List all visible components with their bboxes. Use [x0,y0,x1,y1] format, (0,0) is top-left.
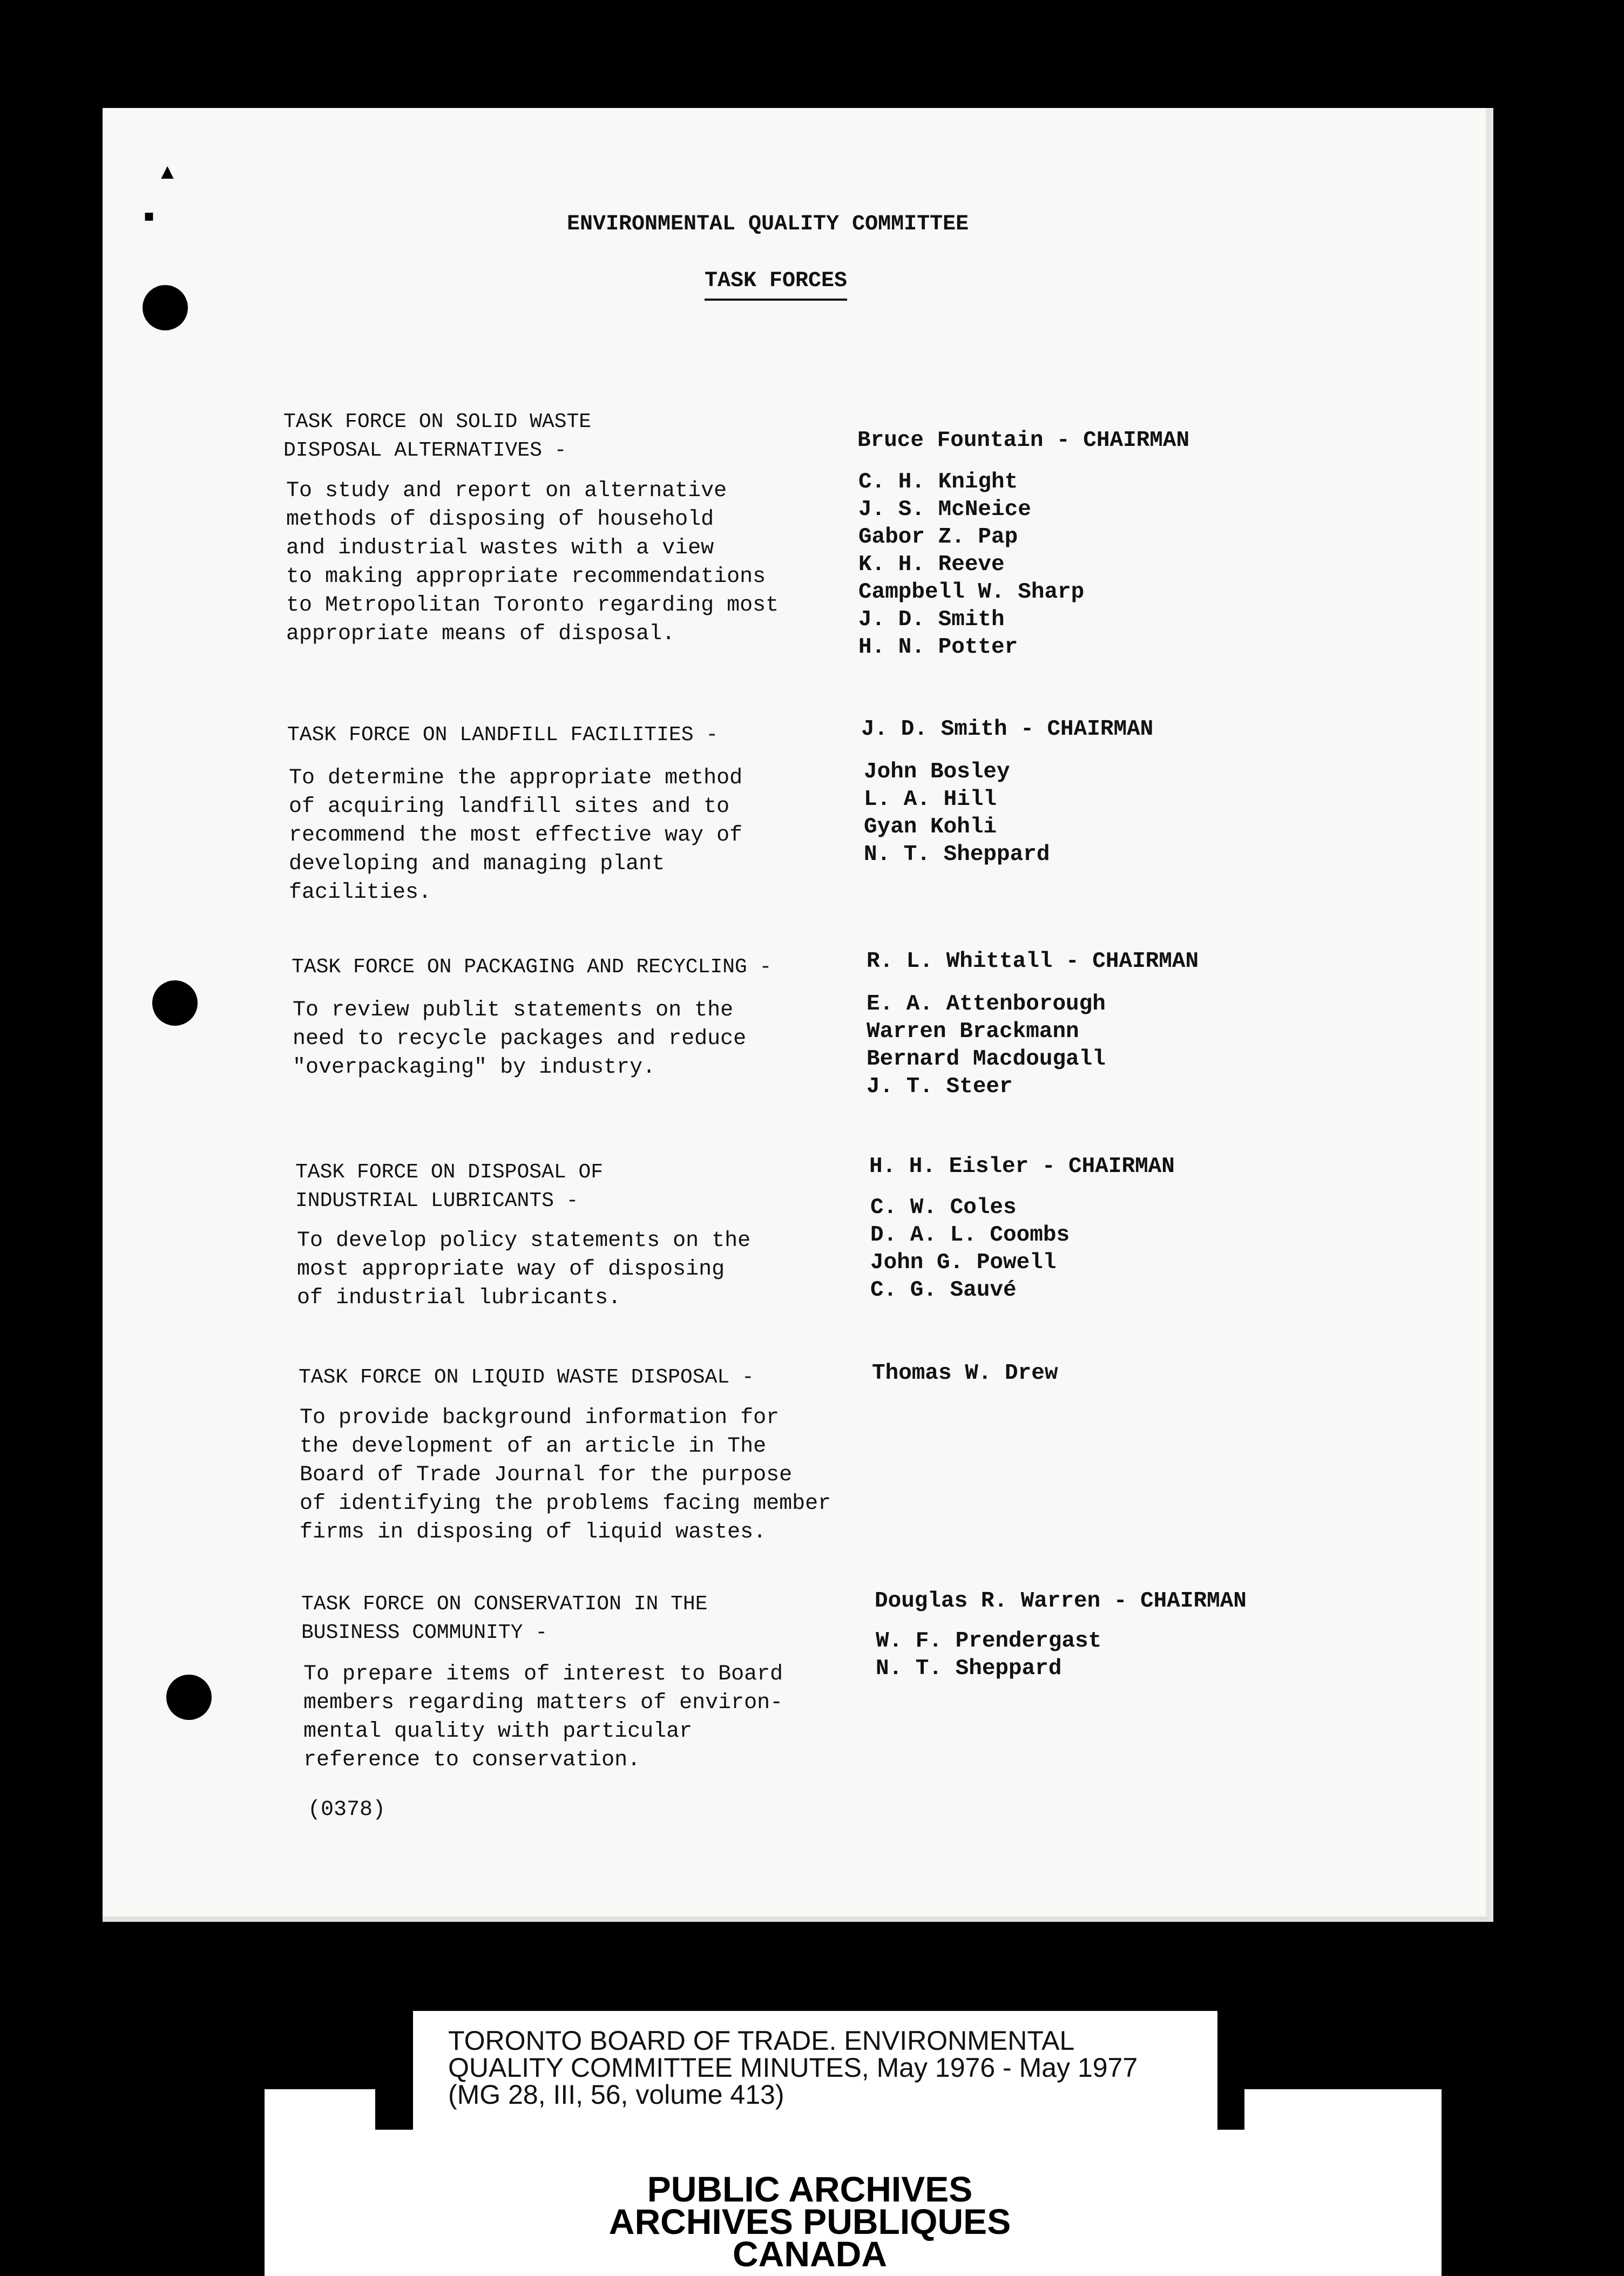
task-force-description: To study and report on alternative methods of disposing of household and industrial wastes with a view to making appropriate recommendations to Metropolitan Toronto regarding most appropriate means of disposal. [286,479,779,646]
punch-hole-bottom [166,1675,212,1720]
label-tab-left [265,2089,375,2276]
member-name: Gyan Kohli [864,815,997,839]
task-force-name: TASK FORCE ON DISPOSAL OF INDUSTRIAL LUBRICANTS - [295,1161,604,1212]
member-list [876,1628,1101,1683]
member-name: Bernard Macdougall [867,1047,1106,1072]
task-force-chairman: R. L. Whittall - CHAIRMAN [867,949,1199,974]
archive-caption [413,2011,1217,2130]
archives-stamp [378,2169,1242,2274]
archives-line: PUBLIC ARCHIVES [647,2169,973,2209]
member-list [870,1194,1070,1304]
task-force-description: To review publit statements on the need to recycle packages and reduce "overpackaging" by industry. [293,998,747,1080]
member-name: N. T. Sheppard [876,1656,1062,1681]
member-name: C. H. Knight [858,470,1018,495]
member-name: Gabor Z. Pap [858,525,1018,550]
member-name: J. D. Smith [858,607,1005,632]
member-name: C. W. Coles [870,1195,1017,1220]
member-name: W. F. Prendergast [876,1629,1102,1654]
archives-line: CANADA [733,2234,887,2274]
member-list [858,469,1084,661]
document-subtitle: TASK FORCES [705,267,847,301]
task-force-chairman: H. H. Eisler - CHAIRMAN [869,1154,1175,1179]
punch-hole-middle [152,980,198,1026]
task-force-name: TASK FORCE ON PACKAGING AND RECYCLING - [292,956,772,979]
member-name: K. H. Reeve [858,552,1005,577]
member-name: John G. Powell [870,1250,1057,1275]
member-name: J. S. McNeice [858,497,1031,522]
member-name: D. A. L. Coombs [870,1223,1070,1248]
scan-mark: ▴ [158,154,178,191]
task-force-description: To prepare items of interest to Board members regarding matters of environ- mental quality with particular reference to conservation. [303,1662,783,1772]
member-list [867,991,1106,1101]
punch-hole-top [143,285,188,330]
task-force-name: TASK FORCE ON SOLID WASTE DISPOSAL ALTERNATIVES - [283,410,592,462]
task-force-chairman: Thomas W. Drew [872,1361,1058,1386]
caption-line: TORONTO BOARD OF TRADE. ENVIRONMENTAL [448,2026,1075,2056]
document-title: ENVIRONMENTAL QUALITY COMMITTEE [567,212,969,236]
caption-line: (MG 28, III, 56, volume 413) [448,2079,784,2110]
task-force-description: To develop policy statements on the most appropriate way of disposing of industrial lubricants. [297,1229,751,1310]
member-name: J. T. Steer [867,1074,1013,1099]
member-name: E. A. Attenborough [867,992,1106,1017]
label-tab-right [1244,2089,1442,2276]
task-force-name: TASK FORCE ON LIQUID WASTE DISPOSAL - [299,1366,754,1389]
member-name: Campbell W. Sharp [858,580,1085,605]
task-force-description: To determine the appropriate method of acquiring landfill sites and to recommend the most effective way of developing and managing plant facilities. [289,766,743,905]
member-name: N. T. Sheppard [864,842,1050,867]
task-force-chairman: Douglas R. Warren - CHAIRMAN [875,1589,1247,1614]
member-name: L. A. Hill [864,787,997,812]
task-force-description: To provide background information for the development of an article in The Board of Trade Journal for the purpose of identifying the problems facing member firms in disposing of liquid wastes. [300,1406,831,1545]
task-force-chairman: Bruce Fountain - CHAIRMAN [857,428,1190,453]
archives-line: ARCHIVES PUBLIQUES [608,2202,1011,2241]
member-name: John Bosley [864,760,1010,784]
member-name: C. G. Sauvé [870,1278,1017,1303]
task-force-name: TASK FORCE ON CONSERVATION IN THE BUSINESS COMMUNITY - [301,1593,708,1644]
document-reference: (0378) [308,1798,386,1822]
member-list [864,758,1050,869]
caption-line: QUALITY COMMITTEE MINUTES, May 1976 - May 1977 [448,2053,1138,2083]
task-force-chairman: J. D. Smith - CHAIRMAN [861,717,1154,742]
scan-mark: ▪ [139,200,159,237]
member-name: Warren Brackmann [867,1019,1079,1044]
task-force-name: TASK FORCE ON LANDFILL FACILITIES - [287,723,719,747]
document-page [103,108,1493,1922]
member-name: H. N. Potter [858,635,1018,660]
